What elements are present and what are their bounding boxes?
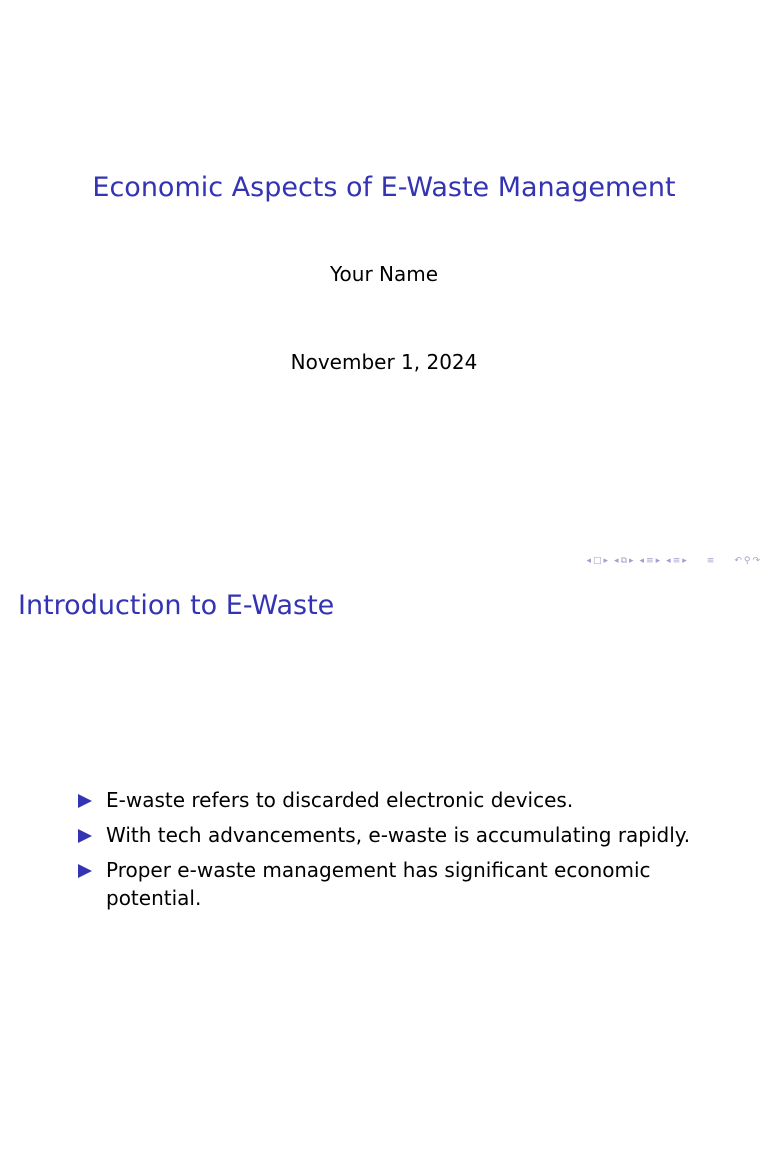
- prev-section-icon[interactable]: ◂: [639, 556, 645, 566]
- prev-frame-icon[interactable]: ◂: [586, 556, 591, 566]
- forward-icon[interactable]: ↷: [752, 556, 760, 566]
- presentation-date: November 1, 2024: [290, 350, 478, 374]
- next-section-icon[interactable]: ▸: [655, 556, 661, 566]
- appendix-icon[interactable]: ≡: [706, 556, 715, 566]
- frame-icon[interactable]: □: [593, 556, 602, 566]
- bullet-list: [78, 786, 698, 919]
- list-item: [78, 786, 698, 814]
- triangle-bullet-icon: [78, 794, 92, 808]
- list-item: [78, 856, 698, 912]
- section-icon[interactable]: ≡: [646, 556, 654, 566]
- list-item: [78, 821, 698, 849]
- slide-icon[interactable]: ≡: [672, 556, 681, 566]
- bullet-text: With tech advancements, e-waste is accumulating rapidly.: [106, 823, 691, 847]
- search-icon[interactable]: ⚲: [743, 556, 751, 566]
- bullet-text: E-waste refers to discarded electronic devices.: [106, 788, 574, 812]
- author-name: Your Name: [329, 262, 439, 286]
- next-frame-icon[interactable]: ▸: [603, 556, 609, 566]
- next-subsection-icon[interactable]: ▸: [629, 556, 634, 566]
- bullet-text: Proper e-waste management has significant economic potential.: [106, 858, 651, 910]
- next-slide-icon[interactable]: ▸: [682, 556, 687, 566]
- frame-title: Introduction to E-Waste: [18, 590, 335, 621]
- intro-slide: [0, 576, 768, 1152]
- prev-subsection-icon[interactable]: ◂: [614, 556, 619, 566]
- prev-slide-icon[interactable]: ◂: [666, 556, 671, 566]
- triangle-bullet-icon: [78, 864, 92, 878]
- back-icon[interactable]: ↶: [734, 556, 742, 566]
- triangle-bullet-icon: [78, 829, 92, 843]
- navigation-bar: [586, 556, 760, 566]
- presentation-title: Economic Aspects of E-Waste Management: [92, 172, 676, 203]
- subsection-icon[interactable]: ⧉: [620, 556, 628, 566]
